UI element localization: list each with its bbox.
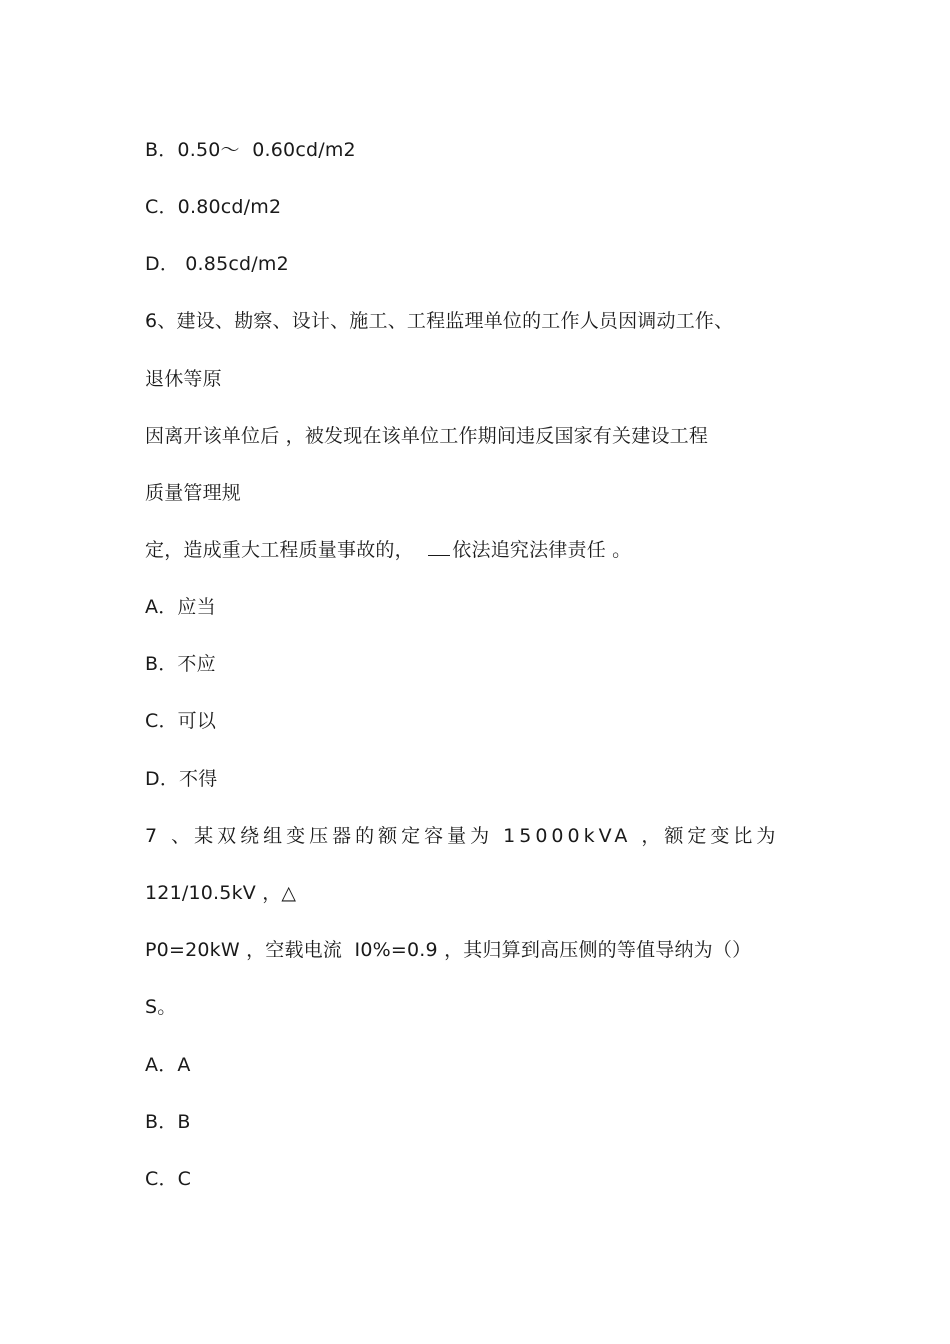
option-c-q5: C．0.80cd/m2 (145, 196, 282, 218)
option-a-q7: A．A (145, 1054, 191, 1076)
question-7-line-4: S。 (145, 996, 177, 1018)
option-a-q6: A．应当 (145, 596, 216, 618)
option-d-q5: D． 0.85cd/m2 (145, 253, 289, 275)
question-6-line-5 (145, 538, 631, 562)
option-b-q7: B．B (145, 1111, 191, 1133)
question-6-line-3: 因离开该单位后 ，被发现在该单位工作期间违反国家有关建设工程 (145, 425, 709, 447)
answer-blank (428, 539, 450, 556)
option-c-q7: C．C (145, 1168, 192, 1190)
option-b-q5: B．0.50～ 0.60cd/m2 (145, 139, 356, 161)
option-c-q6: C．可以 (145, 710, 217, 732)
option-d-q6: D．不得 (145, 768, 218, 790)
question-7-line-1: 7 、某双绕组变压器的额定容量为 15000kVA ，额定变比为 (145, 825, 780, 847)
question-6-line-1: 6、建设、勘察、设计、施工、工程监理单位的工作人员因调动工作、 (145, 310, 734, 332)
question-7-line-2: 121/10.5kV ，△ (145, 882, 297, 904)
question-7-line-3: P0=20kW ，空载电流 I0%=0.9 ，其归算到高压侧的等值导纳为（） (145, 939, 752, 961)
question-6-line-2: 退休等原 (145, 368, 222, 390)
question-6-line-5-end: 依法追究法律责任 。 (452, 539, 632, 561)
option-b-q6: B．不应 (145, 653, 216, 675)
question-6-line-4: 质量管理规 (145, 482, 242, 504)
question-6-line-5-start: 定，造成重大工程质量事故的， (145, 539, 414, 561)
